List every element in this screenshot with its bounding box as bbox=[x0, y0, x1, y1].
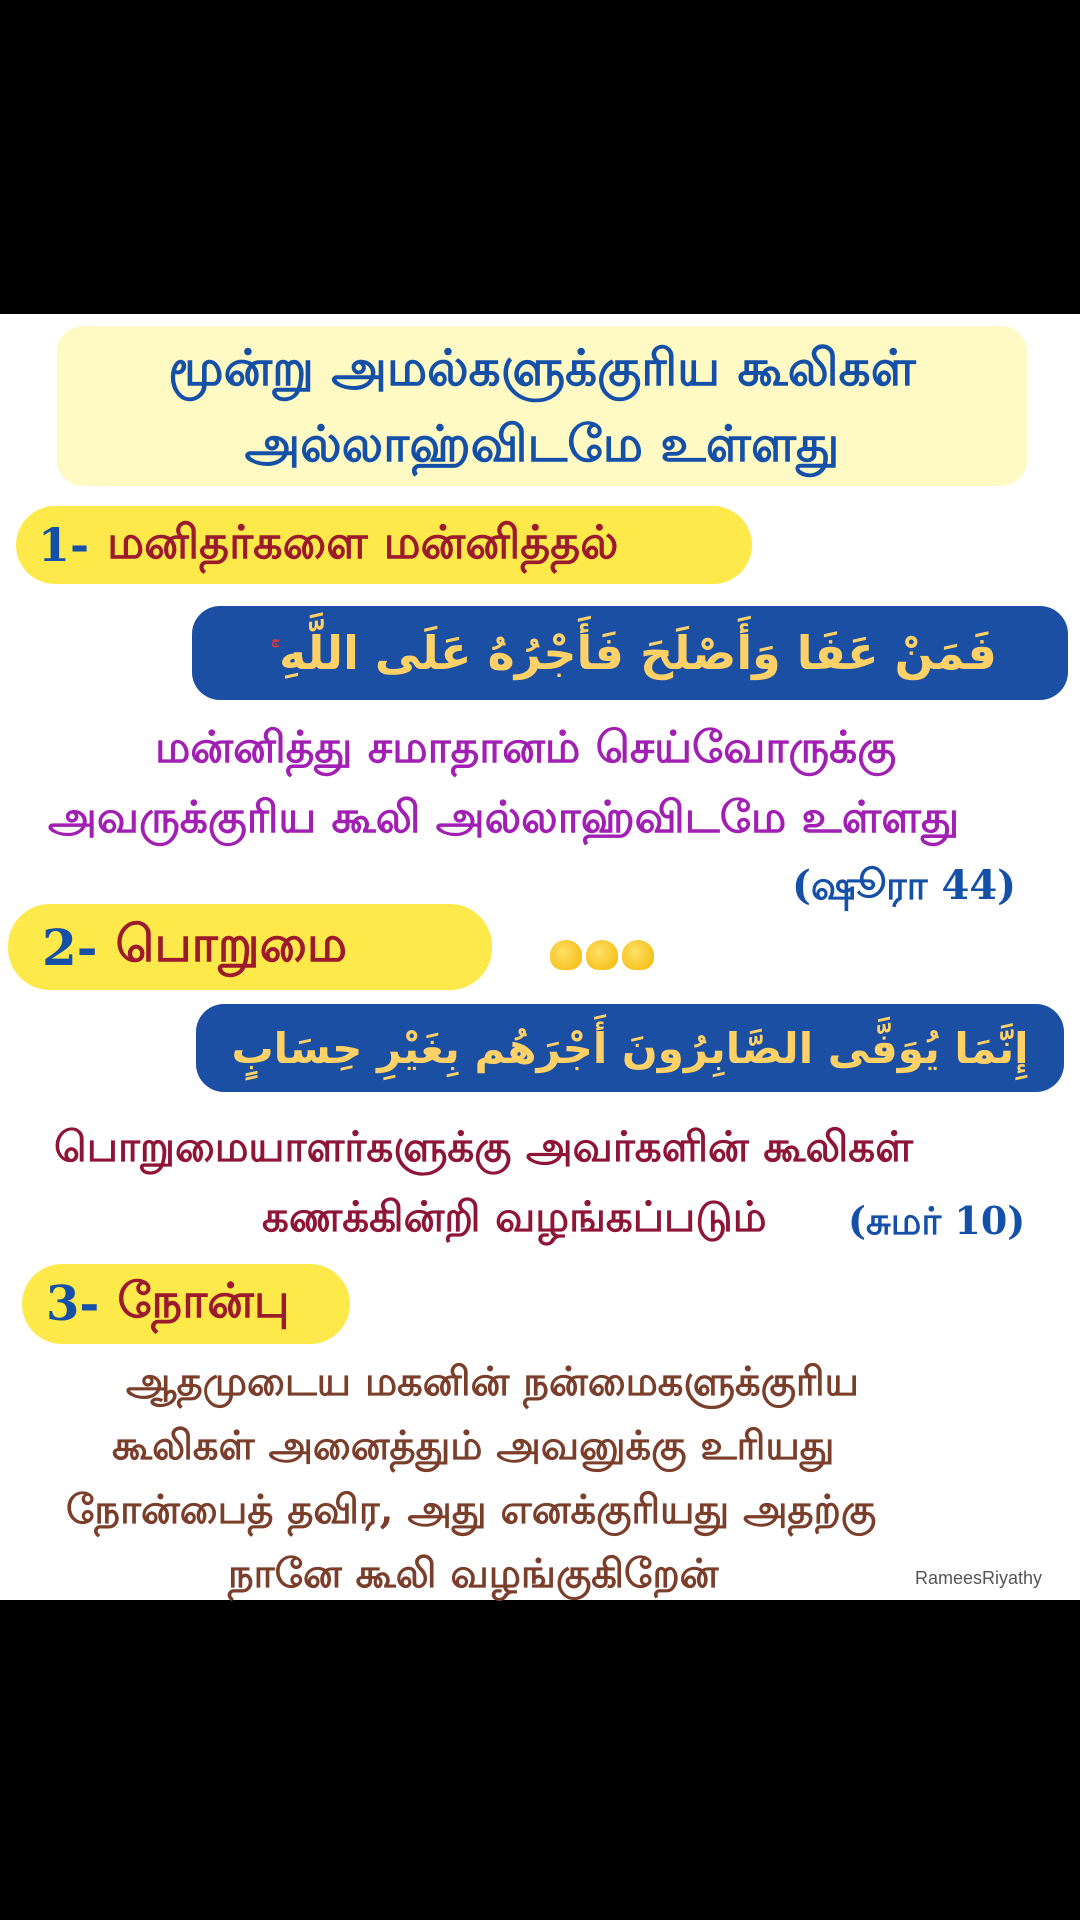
section-2-reference: (சுமர் 10) bbox=[848, 1198, 1026, 1243]
section-2-translation-line-1: பொறுமையாளர்களுக்கு அவர்களின் கூலிகள் bbox=[54, 1122, 914, 1171]
section-3-number: 3- bbox=[46, 1276, 100, 1332]
section-3-label: நோன்பு bbox=[117, 1273, 290, 1329]
section-3-text-line-4: நானே கூலி வழங்குகிறேன் bbox=[228, 1550, 719, 1597]
section-1-arabic-text: فَمَنْ عَفَا وَأَصْلَحَ فَأَجْرُهُ عَلَى اللَّهِ bbox=[279, 626, 997, 680]
praying-hand-icon bbox=[550, 940, 582, 970]
section-2-translation-line-2: கணக்கின்றி வழங்கப்படும் bbox=[262, 1192, 767, 1241]
section-1-translation-line-1: மன்னித்து சமாதானம் செய்வோருக்கு bbox=[155, 722, 897, 773]
section-1-arabic-verse bbox=[192, 606, 1068, 700]
section-1-translation-line-2: அவருக்குரிய கூலி அல்லாஹ்விடமே உள்ளது bbox=[48, 792, 960, 843]
section-1-label: மனிதர்களை மன்னித்தல் bbox=[107, 514, 619, 569]
section-1-number: 1- bbox=[38, 518, 90, 572]
section-1-heading bbox=[16, 506, 752, 584]
title-line-1: மூன்று அமல்களுக்குரிய கூலிகள் bbox=[168, 338, 916, 397]
praying-hand-icon bbox=[622, 940, 654, 970]
section-2-number: 2- bbox=[42, 917, 98, 977]
praying-hand-icon bbox=[586, 940, 618, 970]
section-1-reference: (ஷூரா 44) bbox=[792, 862, 1017, 909]
section-3-text-line-2: கூலிகள் அனைத்தும் அவனுக்கு உரியது bbox=[112, 1422, 835, 1469]
section-3-text-line-1: ஆதமுடைய மகனின் நன்மைகளுக்குரிய bbox=[126, 1358, 859, 1405]
content-card bbox=[0, 314, 1080, 1600]
section-3-heading bbox=[22, 1264, 350, 1344]
section-2-arabic-verse bbox=[196, 1004, 1064, 1092]
section-2-label: பொறுமை bbox=[115, 914, 348, 973]
title-line-2: அல்லாஹ்விடமே உள்ளது bbox=[244, 414, 840, 473]
title-box bbox=[57, 326, 1027, 486]
watermark: RameesRiyathy bbox=[914, 1568, 1042, 1588]
praying-hands-icon bbox=[550, 940, 654, 970]
section-3-text-line-3: நோன்பைத் தவிர, அது எனக்குரியது அதற்கு bbox=[66, 1486, 877, 1533]
section-2-heading bbox=[8, 904, 492, 990]
section-2-arabic-text: إِنَّمَا يُوَفَّى الصَّابِرُونَ أَجْرَهُم بِغَيْرِ حِسَابٍ bbox=[231, 1023, 1029, 1073]
